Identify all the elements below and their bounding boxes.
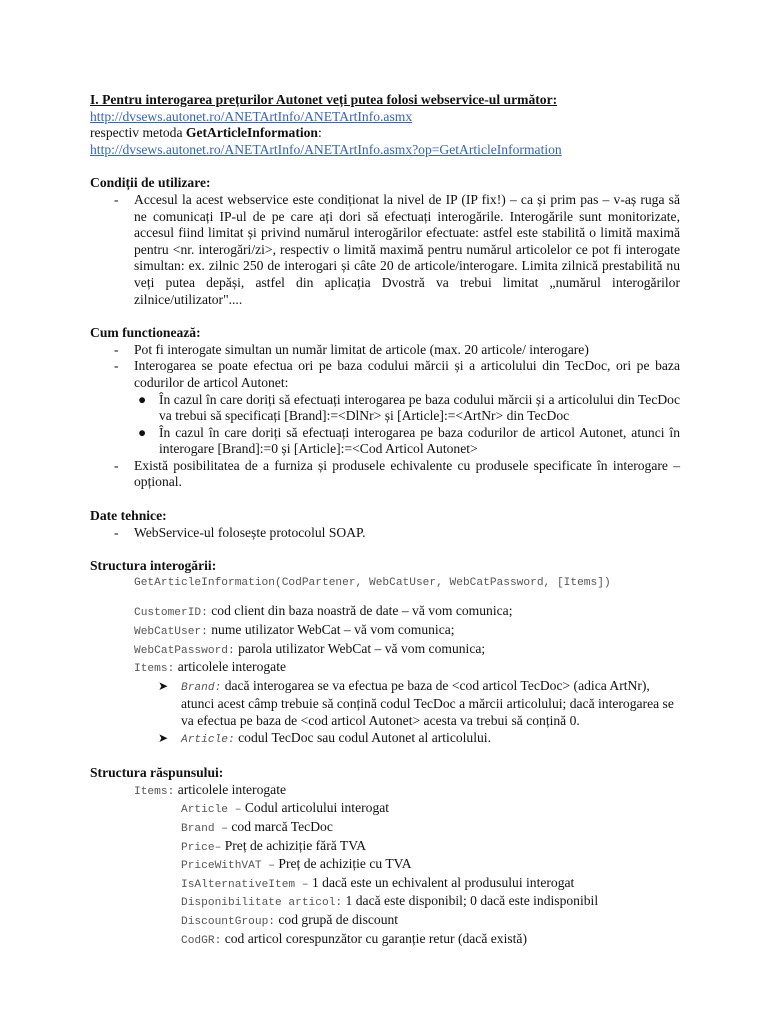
response-items-desc: articolele interogate: [174, 781, 287, 797]
how-bullet-text: În cazul în care doriți să efectuați interogarea pe baza codurilor de articol Autonet, atunci în interogare [Brand]:=0 și [Article]:=<Cod Articol Autonet>: [159, 424, 680, 457]
param-code: Items:: [134, 663, 175, 676]
query-param: [90, 641, 680, 660]
query-param: [90, 603, 680, 622]
param-desc: parola utilizator WebCat – vă vom comunica;: [234, 640, 486, 656]
field-code: CodGR:: [181, 934, 222, 947]
arrow-bullet-icon: ➤: [158, 678, 169, 693]
field-desc: dacă interogarea se va efectua pe baza de <cod articol TecDoc> (adica ArtNr), atunci acest câmp trebuie să conțină codul TecDoc a mărcii articolului; dacă interogarea se va efectua pe baza de <cod articol Autonet> acesta va trebui să conțină 0.: [181, 677, 674, 728]
param-desc: nume utilizator WebCat – vă vom comunica;: [207, 622, 455, 638]
field-desc: Preț de achiziție fără TVA: [221, 837, 367, 853]
how-list: [90, 342, 680, 491]
query-signature: GetArticleInformation(CodPartener, WebCatUser, WebCatPassword, [Items]): [134, 576, 611, 589]
items-field: [90, 678, 680, 730]
bullet-icon: ●: [138, 391, 147, 407]
field-code: Brand –: [181, 822, 228, 835]
how-bullet: [134, 392, 680, 425]
method-link[interactable]: http://dvsews.autonet.ro/ANETArtInfo/ANETArtInfo.asmx?op=GetArticleInformation: [90, 141, 562, 157]
field-code: DiscountGroup:: [181, 915, 275, 928]
response-heading: Structura răspunsului:: [90, 765, 224, 781]
field-desc: cod grupă de discount: [275, 911, 399, 927]
query-param: [90, 659, 680, 678]
how-item: - Există posibilitatea de a furniza și produsele echivalente cu produsele specificate în interogare – opțional.: [114, 457, 680, 490]
arrow-bullet-icon: ➤: [158, 730, 169, 745]
field-code: Article –: [181, 804, 242, 817]
how-item: - Pot fi interogate simultan un număr limitat de articole (max. 20 articole/ interogare): [114, 341, 589, 357]
section-title: I. Pentru interogarea prețurilor Autonet veți putea folosi webservice-ul următor:: [90, 92, 558, 107]
bullet-icon: ●: [138, 424, 147, 440]
query-param: [90, 622, 680, 641]
tech-item: - WebService-ul folosește protocolul SOAP.: [114, 524, 366, 540]
field-code: Brand:: [181, 681, 222, 694]
field-desc: Preț de achiziție cu TVA: [275, 856, 412, 872]
param-code: WebCatUser:: [134, 626, 208, 639]
conditions-item: - Accesul la acest webservice este condiționat la nivel de IP (IP fix!) – ca și prim pas – v-aș ruga să ne comunicați IP-ul de pe care ați dori să efectuați interogările. Interogările sunt monitorizate, accesul fiind limitat și privind numărul interogărilor efectuate: astfel este stabilită o limită maximă pentru <nr. interogări/zi>, respectiv o limită maximă pentru numărul articolelor ce pot fi interogate simultan: ex. zilnic 250 de interogari și câte 20 de articole/interogare. Limita zilnică prestabilită nu veți putea depăși, astfel din aplicația Dvostră va trebui limitat „numărul interogărilor zilnice/utilizator"....: [114, 191, 680, 307]
tech-item-text: WebService-ul folosește protocolul SOAP.: [134, 524, 366, 540]
field-code: Disponibilitate articol:: [181, 897, 343, 910]
response-field: [90, 819, 680, 838]
document-page: [90, 92, 680, 949]
field-desc: 1 dacă este disponibil; 0 dacă este indisponibil: [342, 893, 599, 909]
items-field: [90, 730, 680, 749]
how-bullet-text: În cazul în care doriți să efectuați interogarea pe baza codului mărcii și a articolului din TecDoc va trebui să specificați [Brand]:=<DlNr> și [Article]:=<ArtNr> din TecDoc: [159, 391, 680, 424]
method-name: GetArticleInformation: [185, 125, 318, 141]
method-suffix: :: [318, 125, 322, 141]
param-code: CustomerID:: [134, 607, 208, 620]
field-desc: codul TecDoc sau codul Autonet al articolului.: [234, 729, 491, 745]
how-heading: Cum functionează:: [90, 325, 201, 341]
response-field: [90, 800, 680, 819]
tech-heading: Date tehnice:: [90, 508, 167, 524]
param-desc: articolele interogate: [174, 659, 287, 675]
field-code: IsAlternativeItem –: [181, 878, 309, 891]
how-item: - Interogarea se poate efectua ori pe baza codului mărcii și a articolului din TecDoc, ori pe baza codurilor de articol Autonet: ● În cazul în care doriți să efectuați interogarea pe baza codului mărcii și a articolului din TecDoc va trebui să specificați [Brand]:=<DlNr> și [Article]:=<ArtNr> din TecDoc ● În cazul în care doriți să efectuați interogarea pe baza codurilor de articol Autonet, atunci în interogare [Brand]:=0 și [Article]:=<Cod Articol Autonet>: [114, 358, 680, 457]
response-items: [90, 782, 680, 801]
field-desc: cod articol corespunzător cu garanție retur (dacă există): [221, 930, 527, 946]
how-item-text: Interogarea se poate efectua ori pe baza codului mărcii și a articolului din TecDoc, ori pe baza codurilor de articol Autonet:: [134, 358, 680, 390]
webservice-link[interactable]: http://dvsews.autonet.ro/ANETArtInfo/ANETArtInfo.asmx: [90, 108, 413, 124]
response-field: [90, 838, 680, 857]
field-desc: cod marcă TecDoc: [228, 818, 333, 834]
field-desc: 1 dacă este un echivalent al produsului interogat: [308, 874, 575, 890]
conditions-item-text: Accesul la acest webservice este condiționat la nivel de IP (IP fix!) – ca și prim pas – v-aș ruga să ne comunicați IP-ul de pe care ați dori să efectuați interogările. Interogările sunt monitorizate, accesul fiind limitat și privind numărul interogărilor efectuate: astfel este stabilită o limită maximă pentru <nr. interogări/zi>, respectiv o limită maximă pentru numărul articolelor ce pot fi interogate simultan: ex. zilnic 250 de interogari și câte 20 de articole/interogare. Limita zilnică prestabilită nu veți putea depăși, astfel din aplicația Dvostră va trebui limitat „numărul interogărilor zilnice/utilizator"....: [134, 191, 680, 307]
field-desc: Codul articolului interogat: [241, 800, 390, 816]
field-code: PriceWithVAT –: [181, 860, 275, 873]
query-heading: Structura interogării:: [90, 558, 217, 574]
field-code: Article:: [181, 733, 235, 746]
param-desc: cod client din baza noastră de date – vă vom comunica;: [207, 603, 513, 619]
response-field: [90, 931, 680, 950]
how-bullet: [134, 425, 680, 458]
param-code: WebCatPassword:: [134, 644, 235, 657]
how-item-text: Există posibilitatea de a furniza și produsele echivalente cu produsele specificate în interogare – opțional.: [134, 457, 680, 490]
response-field: [90, 893, 680, 912]
how-item-text: Pot fi interogate simultan un număr limitat de articole (max. 20 articole/ interogare): [134, 341, 589, 357]
conditions-list: [90, 192, 680, 308]
response-field: [90, 875, 680, 894]
response-items-code: Items:: [134, 785, 175, 798]
items-field-list: [90, 678, 680, 748]
conditions-heading: Condiții de utilizare:: [90, 175, 211, 191]
how-bullet-list: [134, 392, 680, 458]
response-field: [90, 912, 680, 931]
method-prefix: respectiv metoda: [90, 125, 186, 141]
method-line: [90, 125, 680, 142]
field-code: Price–: [181, 841, 222, 854]
tech-list: [90, 525, 680, 542]
response-field: [90, 856, 680, 875]
